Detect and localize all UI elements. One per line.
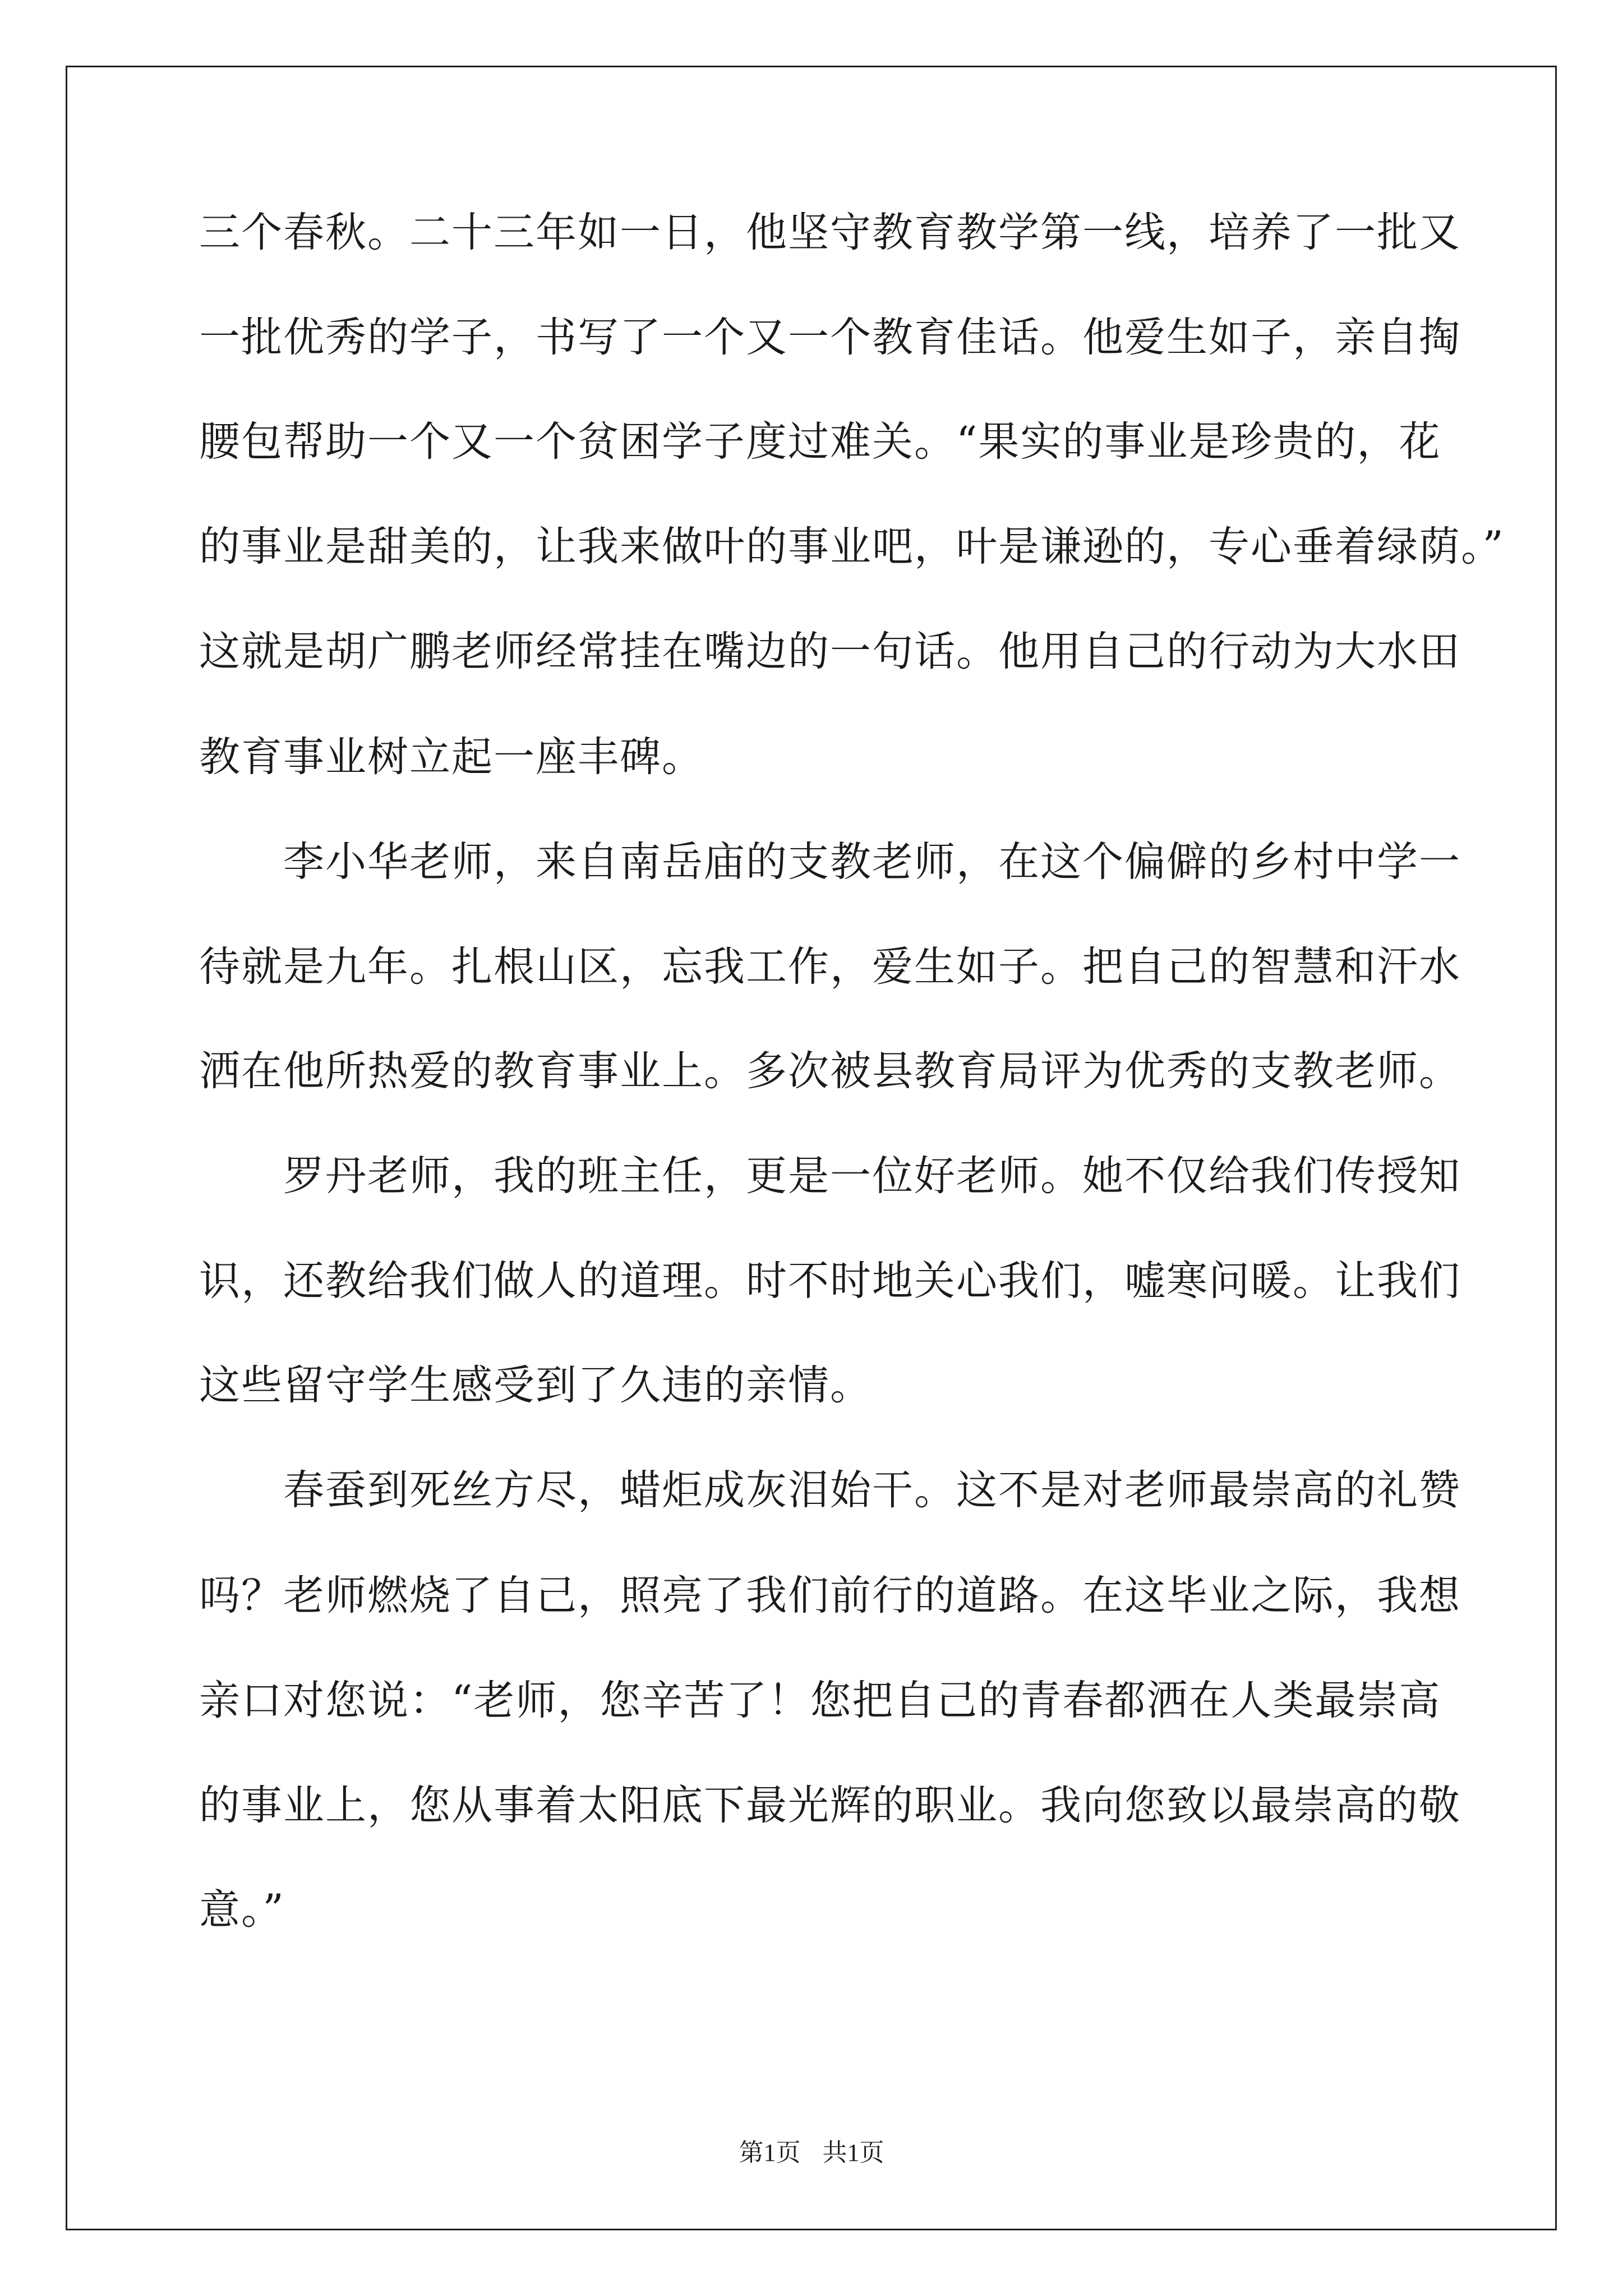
text-line: 洒在他所热爱的教育事业上。多次被县教育局评为优秀的支教老师。 xyxy=(199,1047,1461,1095)
page-footer xyxy=(0,2137,1623,2169)
page-total: 共1页 xyxy=(822,2139,884,2166)
text-line: 三个春秋。二十三年如一日，他坚守教育教学第一线，培养了一批又 xyxy=(199,209,1461,256)
text-line: 识，还教给我们做人的道理。时不时地关心我们，嘘寒问暖。让我们 xyxy=(199,1257,1461,1305)
text-line: 的事业上，您从事着太阳底下最光辉的职业。我向您致以最崇高的敬 xyxy=(199,1782,1461,1829)
text-line: 罗丹老师，我的班主任，更是一位好老师。她不仅给我们传授知 xyxy=(199,1152,1461,1200)
text-line: 意。” xyxy=(199,1886,285,1934)
text-line: 的事业是甜美的，让我来做叶的事业吧，叶是谦逊的，专心垂着绿荫。” xyxy=(199,523,1505,570)
text-line: 一批优秀的学子，书写了一个又一个教育佳话。他爱生如子，亲自掏 xyxy=(199,314,1461,361)
page-number: 第1页 xyxy=(739,2139,801,2166)
text-line: 吗？老师燃烧了自己，照亮了我们前行的道路。在这毕业之际，我想 xyxy=(199,1572,1461,1619)
text-line: 这些留守学生感受到了久违的亲情。 xyxy=(199,1361,872,1409)
text-line: 亲口对您说：“老师，您辛苦了！您把自己的青春都洒在人类最崇高 xyxy=(199,1677,1441,1724)
text-line: 腰包帮助一个又一个贫困学子度过难关。“果实的事业是珍贵的，花 xyxy=(199,418,1441,466)
text-line: 教育事业树立起一座丰碑。 xyxy=(199,733,704,781)
text-line: 李小华老师，来自南岳庙的支教老师，在这个偏僻的乡村中学一 xyxy=(199,838,1461,886)
text-line: 春蚕到死丝方尽，蜡炬成灰泪始干。这不是对老师最崇高的礼赞 xyxy=(199,1466,1461,1514)
text-line: 这就是胡广鹏老师经常挂在嘴边的一句话。他用自己的行动为大水田 xyxy=(199,628,1461,675)
text-line: 待就是九年。扎根山区，忘我工作，爱生如子。把自己的智慧和汗水 xyxy=(199,943,1461,991)
